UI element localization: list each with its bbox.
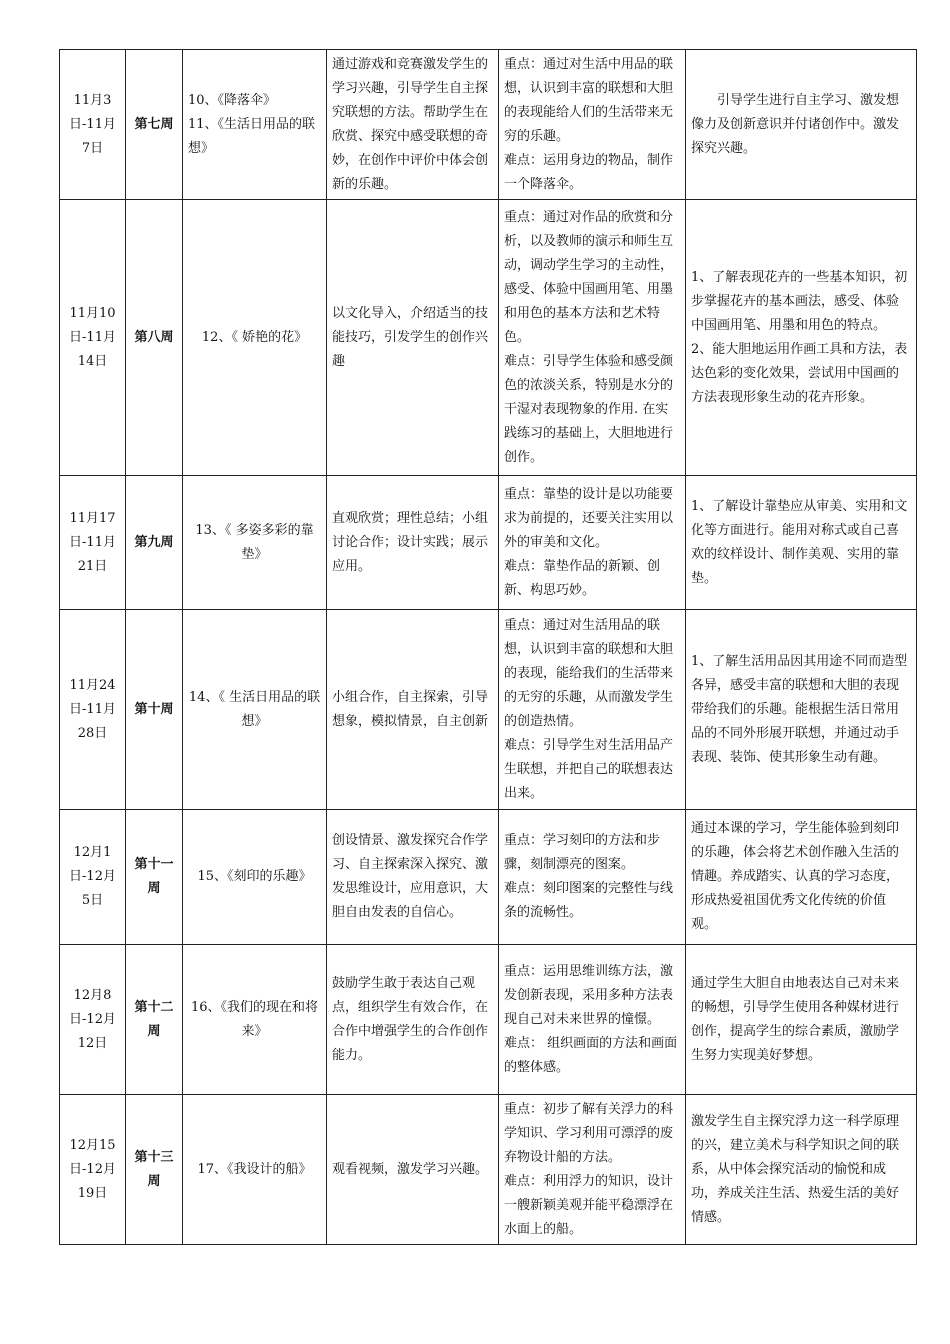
teaching-goal-cell (686, 945, 917, 1095)
teaching-goal-cell (686, 200, 917, 476)
key-point-text: 重点：运用思维训练方法，激发创新表现，采用多种方法表现自己对未来世界的憧憬。 (504, 963, 674, 1027)
difficulty-text: 难点：引导学生体验和感受颜色的浓淡关系，特别是水分的干湿对表现物象的作用. 在实践练习的基础上，大胆地进行创作。 (504, 353, 674, 465)
teaching-method: 创设情景、激发探究合作学习、自主探索深入探究、激发思维设计，应用意识，大胆自由发表的自信心。 (332, 833, 489, 920)
date-range: 11月10日-11月14日 (69, 305, 116, 369)
key-point-text: 重点：通过对生活用品的联想，认识到丰富的联想和大胆的表现，能给我们的生活带来的无穷的乐趣，从而激发学生的创造热情。 (504, 617, 674, 729)
lesson-cell (183, 945, 327, 1095)
date-range: 11月24日-11月28日 (69, 677, 116, 741)
difficulty-text: 难点：靠垫作品的新颖、创新、构思巧妙。 (504, 558, 661, 598)
week-label: 第八周 (134, 329, 174, 345)
teaching-method: 鼓励学生敢于表达自己观点，组织学生有效合作，在合作中增强学生的合作创作能力。 (332, 975, 489, 1063)
teaching-goal-text: 1、了解生活用品因其用途不同而造型各异，感受丰富的联想和大胆的表现带给我们的乐趣。能根据生活日常用品的不同外形展开联想，并通过动手表现、装饰、使其形象生动有趣。 (691, 653, 908, 765)
teaching-method: 通过游戏和竞赛激发学生的学习兴趣，引导学生自主探究联想的方法。帮助学生在欣赏、探究中感受联想的奇妙，在创作中评价中体会创新的乐趣。 (332, 56, 489, 192)
lesson-cell (183, 1095, 327, 1245)
lesson-title: 11、《生活日用品的联想》 (188, 116, 316, 156)
date-range: 12月8日-12月12日 (69, 987, 116, 1051)
table-row-3 (60, 476, 917, 610)
key-point-text: 重点：通过对作品的欣赏和分析，以及教师的演示和师生互动，调动学生学习的主动性，感受、体验中国画用笔、用墨和用色的基本方法和艺术特色。 (504, 209, 674, 345)
teaching-method: 直观欣赏；理性总结；小组讨论合作；设计实践；展示应用。 (332, 510, 489, 574)
teaching-goal-cell (686, 476, 917, 610)
teaching-method-cell (327, 810, 499, 945)
date-range: 11月17日-11月21日 (69, 510, 116, 574)
date-range-cell (60, 50, 126, 200)
week-cell (126, 200, 183, 476)
week-cell (126, 50, 183, 200)
key-difficulty-cell (499, 50, 686, 200)
table-row-6 (60, 945, 917, 1095)
teaching-method: 观看视频，激发学习兴趣。 (332, 1161, 489, 1177)
teaching-method-cell (327, 50, 499, 200)
teaching-goal-cell (686, 610, 917, 810)
week-label: 第九周 (134, 534, 174, 550)
week-label: 第七周 (134, 116, 174, 132)
lesson-title: 13、《 多姿多彩的靠垫》 (195, 522, 314, 562)
table-row-5 (60, 810, 917, 945)
lesson-cell (183, 610, 327, 810)
week-cell (126, 610, 183, 810)
teaching-method: 小组合作，自主探索，引导想象，模拟情景，自主创新 (332, 689, 489, 729)
table-row-7 (60, 1095, 917, 1245)
key-difficulty-cell (499, 610, 686, 810)
lesson-cell (183, 50, 327, 200)
difficulty-text: 难点： 组织画面的方法和画面的整体感。 (504, 1035, 678, 1075)
week-cell (126, 476, 183, 610)
difficulty-text: 难点：运用身边的物品，制作一个降落伞。 (504, 152, 674, 192)
lesson-title: 16、《我们的现在和将来》 (190, 999, 319, 1039)
lesson-cell (183, 810, 327, 945)
schedule-body (60, 50, 917, 1245)
teaching-goal-cell (686, 810, 917, 945)
lesson-cell (183, 200, 327, 476)
lesson-cell (183, 476, 327, 610)
lesson-title: 10、《降落伞》 (188, 92, 277, 108)
teaching-goal-text: 通过学生大胆自由地表达自己对未来的畅想，引导学生使用各种媒材进行创作，提高学生的综合素质，激励学生努力实现美好梦想。 (691, 975, 900, 1063)
teaching-goal-text: 激发学生自主探究浮力这一科学原理的兴，建立美术与科学知识之间的联系，从中体会探究活动的愉悦和成功，养成关注生活、热爱生活的美好情感。 (691, 1113, 900, 1225)
date-range-cell (60, 200, 126, 476)
week-cell (126, 1095, 183, 1245)
teaching-method-cell (327, 945, 499, 1095)
table-row-1 (60, 50, 917, 200)
key-difficulty-cell (499, 476, 686, 610)
lesson-title: 12、《 娇艳的花》 (201, 329, 308, 345)
date-range-cell (60, 610, 126, 810)
teaching-method-cell (327, 476, 499, 610)
teaching-goal-text: 1、了解表现花卉的一些基本知识，初步掌握花卉的基本画法，感受、体验中国画用笔、用墨和用色的特点。 (691, 269, 908, 333)
week-label: 第十一周 (134, 857, 174, 896)
week-cell (126, 810, 183, 945)
date-range-cell (60, 1095, 126, 1245)
lesson-title: 17、《我设计的船》 (197, 1161, 312, 1177)
week-label: 第十二周 (134, 999, 174, 1039)
teaching-goal-text: 引导学生进行自主学习、激发想像力及创新意识并付诸创作中。激发探究兴趣。 (691, 92, 900, 156)
teaching-method-cell (327, 1095, 499, 1245)
key-point-text: 重点：靠垫的设计是以功能要求为前提的，还要关注实用以外的审美和文化。 (504, 486, 674, 550)
difficulty-text: 难点：引导学生对生活用品产生联想，并把自己的联想表达出来。 (504, 737, 674, 801)
key-difficulty-cell (499, 810, 686, 945)
table-row-2 (60, 200, 917, 476)
key-point-text: 重点：初步了解有关浮力的科学知识、学习利用可漂浮的废弃物设计船的方法。 (504, 1101, 674, 1165)
key-point-text: 重点：通过对生活中用品的联想，认识到丰富的联想和大胆的表现能给人们的生活带来无穷的乐趣。 (504, 56, 674, 144)
key-difficulty-cell (499, 945, 686, 1095)
key-difficulty-cell (499, 200, 686, 476)
date-range: 12月15日-12月19日 (69, 1137, 116, 1201)
teaching-method-cell (327, 200, 499, 476)
date-range-cell (60, 476, 126, 610)
week-label: 第十周 (134, 701, 174, 717)
difficulty-text: 难点：利用浮力的知识，设计一艘新颖美观并能平稳漂浮在水面上的船。 (504, 1173, 674, 1237)
teaching-goal-cell (686, 50, 917, 200)
date-range-cell (60, 945, 126, 1095)
difficulty-text: 难点：刻印图案的完整性与线条的流畅性。 (504, 881, 674, 920)
lesson-title: 14、《 生活日用品的联想》 (188, 689, 321, 729)
teaching-goal-text: 通过本课的学习，学生能体验到刻印的乐趣，体会将艺术创作融入生活的情趣。养成踏实、认真的学习态度，形成热爱祖国优秀文化传统的价值观。 (691, 821, 900, 932)
week-cell (126, 945, 183, 1095)
teaching-goal-cell (686, 1095, 917, 1245)
date-range: 11月3日-11月7日 (69, 92, 116, 156)
teaching-method-cell (327, 610, 499, 810)
date-range: 12月1日-12月5日 (69, 845, 116, 908)
key-difficulty-cell (499, 1095, 686, 1245)
key-point-text: 重点：学习刻印的方法和步骤，刻制漂亮的图案。 (504, 833, 661, 872)
teaching-method: 以文化导入，介绍适当的技能技巧，引发学生的创作兴趣 (332, 305, 489, 369)
week-label: 第十三周 (134, 1149, 174, 1189)
teaching-goal-text: 1、了解设计靠垫应从审美、实用和文化等方面进行。能用对称式或自己喜欢的纹样设计、制作美观、实用的靠垫。 (691, 498, 908, 586)
lesson-title: 15、《刻印的乐趣》 (197, 869, 312, 884)
teaching-schedule-table (59, 49, 917, 1245)
table-row-4 (60, 610, 917, 810)
teaching-goal-text: 2、能大胆地运用作画工具和方法，表达色彩的变化效果，尝试用中国画的方法表现形象生动的花卉形象。 (691, 341, 908, 405)
date-range-cell (60, 810, 126, 945)
